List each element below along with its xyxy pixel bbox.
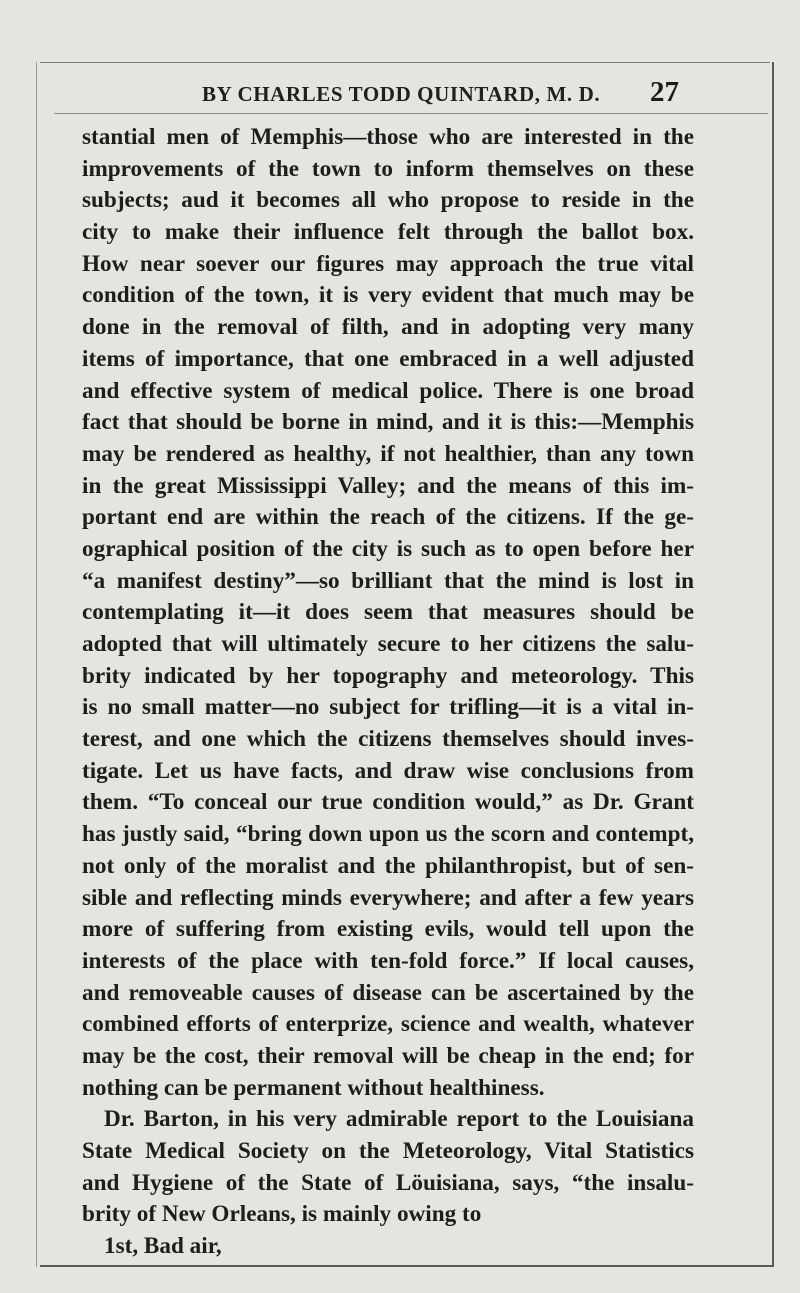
text-line: them. “To conceal our true condition would,” as Dr. Grant: [82, 789, 694, 816]
text-line: Dr. Barton, in his very admirable report to the Louisiana: [104, 1106, 694, 1133]
text-line: 1st, Bad air,: [104, 1233, 222, 1260]
text-line: and removeable causes of disease can be ascertained by the: [82, 979, 694, 1006]
text-line: may be rendered as healthy, if not healthier, than any town: [82, 440, 694, 467]
text-line: city to make their influence felt through the ballot box.: [82, 219, 694, 246]
text-line: and effective system of medical police. There is one broad: [82, 377, 694, 404]
text-line: condition of the town, it is very evident that much may be: [82, 282, 694, 309]
text-line: has justly said, “bring down upon us the scorn and contempt,: [82, 821, 694, 848]
text-line: interests of the place with ten-fold force.” If local causes,: [82, 947, 694, 974]
text-line: items of importance, that one embraced in a well adjusted: [82, 345, 694, 372]
text-line: may be the cost, their removal will be cheap in the end; for: [82, 1042, 694, 1069]
page-frame-top: [40, 62, 770, 63]
page-frame-bottom: [40, 1265, 772, 1267]
page-header: [82, 76, 682, 112]
text-line: sible and reflecting minds everywhere; and after a few years: [82, 884, 694, 911]
text-line: adopted that will ultimately secure to her citizens the salu-: [82, 631, 694, 657]
text-line: brity indicated by her topography and meteorology. This: [82, 662, 694, 689]
text-line: ographical position of the city is such as to open before her: [82, 535, 694, 562]
text-line: nothing can be permanent without healthiness.: [82, 1074, 545, 1101]
page-frame-right: [772, 62, 774, 1267]
text-line: more of suffering from existing evils, would tell upon the: [82, 916, 694, 943]
text-line: done in the removal of filth, and in adopting very many: [82, 314, 694, 341]
text-line: portant end are within the reach of the citizens. If the ge-: [82, 504, 694, 531]
text-line: and Hygiene of the State of Löuisiana, says, “the insalu-: [82, 1169, 694, 1196]
text-line: fact that should be borne in mind, and it is this:—Memphis: [82, 409, 694, 436]
text-line: “a manifest destiny”—so brilliant that the mind is lost in: [82, 567, 694, 594]
text-line: tigate. Let us have facts, and draw wise conclusions from: [82, 757, 694, 784]
page-frame-left: [36, 62, 37, 1267]
text-line: terest, and one which the citizens themselves should inves-: [82, 726, 694, 753]
text-line: subjects; aud it becomes all who propose to reside in the: [82, 187, 694, 214]
running-head: BY CHARLES TODD QUINTARD, M. D.: [202, 82, 601, 106]
text-line: in the great Mississippi Valley; and the means of this im-: [82, 472, 694, 499]
text-line: How near soever our figures may approach the true vital: [82, 250, 694, 277]
text-line: is no small matter—no subject for trifling—it is a vital in-: [82, 694, 694, 721]
text-line: combined efforts of enterprize, science and wealth, whatever: [82, 1011, 694, 1038]
text-line: brity of New Orleans, is mainly owing to: [82, 1201, 482, 1228]
text-line: State Medical Society on the Meteorology, Vital Statistics: [82, 1138, 694, 1164]
text-line: contemplating it—it does seem that measures should be: [82, 599, 694, 626]
page-number: 27: [650, 76, 679, 108]
text-line: improvements of the town to inform themselves on these: [82, 155, 694, 182]
header-rule: [54, 113, 768, 114]
body-text: [82, 122, 694, 1263]
text-line: not only of the moralist and the philanthropist, but of sen-: [82, 852, 694, 879]
text-line: stantial men of Memphis—those who are interested in the: [82, 124, 694, 150]
